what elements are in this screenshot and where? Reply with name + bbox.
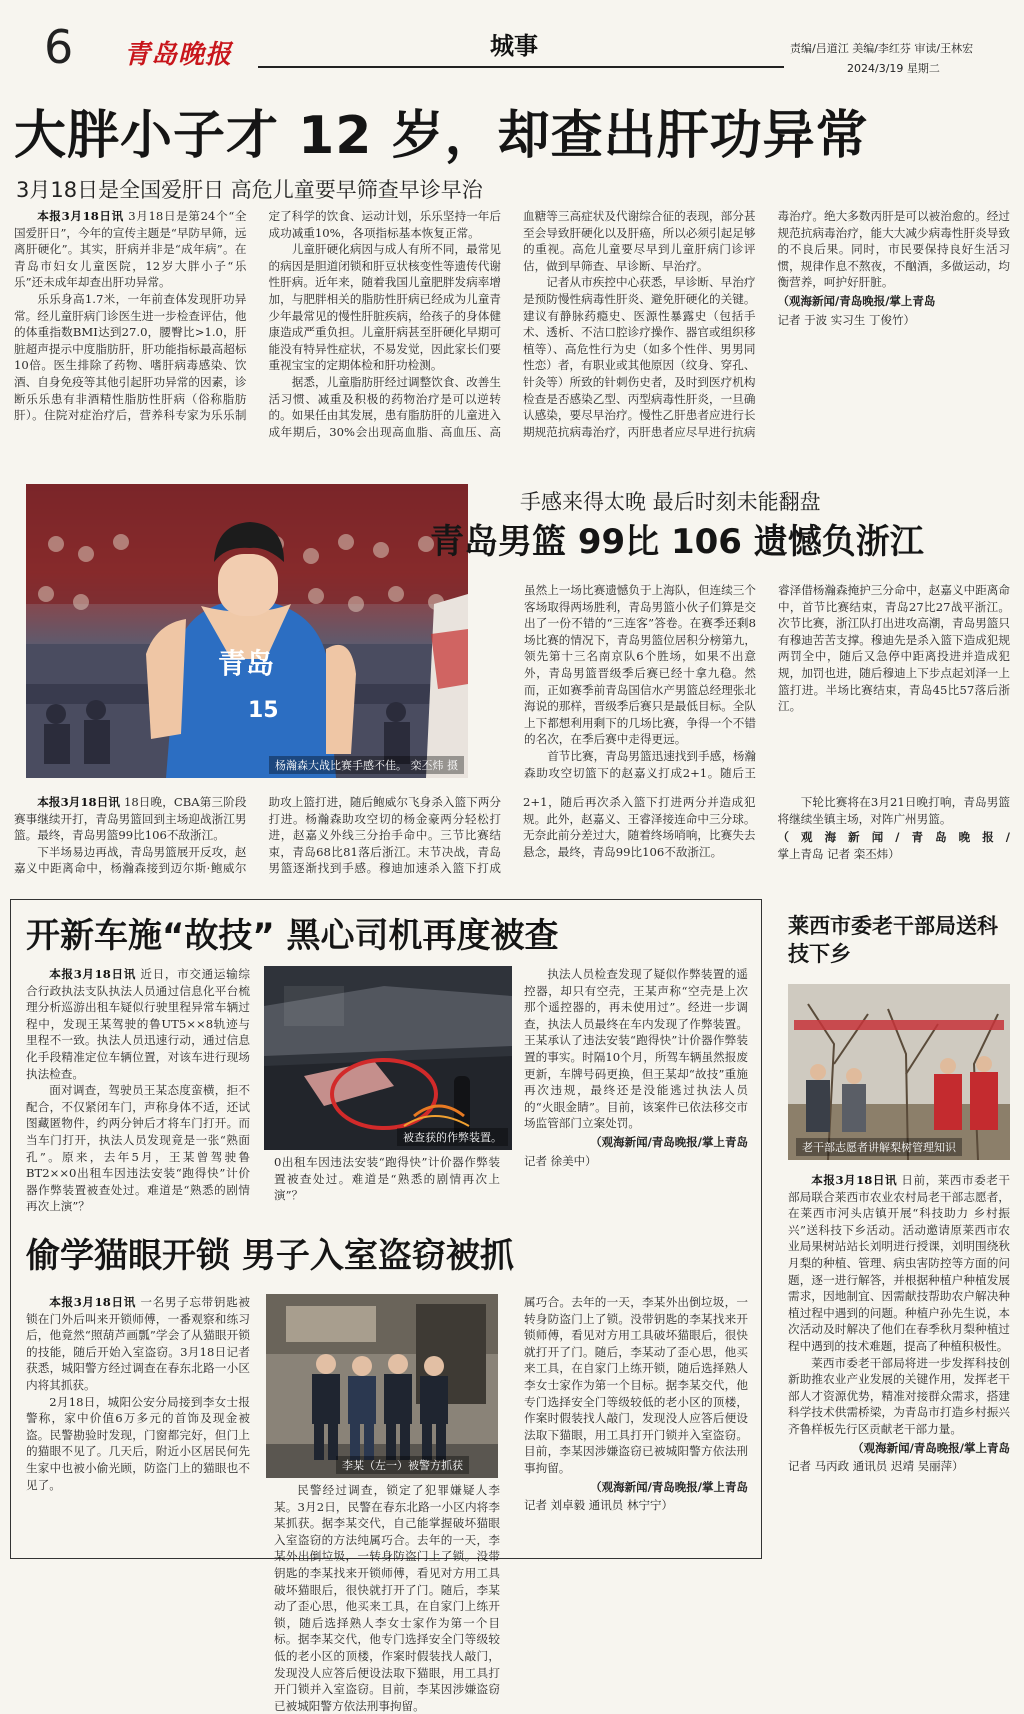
- story1-reporter: 记者 于波 实习生 丁俊竹）: [777, 312, 915, 327]
- story5-dateline: 本报3月18日讯: [811, 1173, 898, 1187]
- orchard-photo: [788, 984, 1010, 1160]
- paragraph: 下半场易边再战，青岛男篮展开反攻，赵嘉义中距离命中，杨瀚森接到迈尔斯·鲍威尔助攻上篮打进，随后鲍威尔飞身杀入篮下两分打进。杨瀚森助攻空切的杨金豪两分轻松打进，赵嘉义外线三分抬手命中。三节比赛结束，青岛68比81落后浙江。末节决战，青岛男篮逐渐找到手感。穆迪加速杀入篮下打成2+1，随后再次杀入篮下打进两分并造成犯规。此外，赵嘉义、王睿泽接连命中三分球。无奈此前分差过大，随着终场哨响，比赛失去悬念，最终，青岛99比106不敌浙江。: [14, 795, 756, 876]
- paragraph: 一名男子忘带钥匙被锁在门外后叫来开锁师傅，一番观察和练习后，他竟然“照葫芦画瓢”学会了从猫眼开锁的技能，随后开始入室盗窃。3月18日记者获悉，城阳警方经过调查在春东北路一小区内将其抓获。: [26, 1295, 251, 1392]
- paragraph: 记者从市疾控中心获悉，早诊断、早治疗是预防慢性病毒性肝炎、避免肝硬化的关键。建议有静脉药瘾史、医源性暴露史（包括手术、透析、不洁口腔诊疗操作、器官或组织移植等）、高危性行为史（如多个性伴、男男同性恋）者，有职业或其他原因（纹身、穿孔、针灸等）所致的针刺伤史者，及时到医疗机构检查是否感染乙型、丙型病毒性肝炎，一旦确认感染，要尽早治疗。慢性乙肝患者应进行长期规范抗病毒治疗，丙肝患者应尽早进行抗病毒治疗。绝大多数丙肝是可以被治愈的。经过规范抗病毒治疗，能大大减少病毒性肝炎导致的不良后果。同时，市民要保持良好生活习惯，规律作息不熬夜，不酗酒，多做运动，均衡营养，呵护好肝脏。: [523, 209, 1010, 439]
- car-device-photo: [264, 966, 512, 1150]
- police-arrest-photo-caption: 李某（左一）被警方抓获: [336, 1456, 469, 1474]
- paragraph: 18日晚，CBA第三阶段赛事继续开打，青岛男篮回到主场迎战浙江男篮。最终，青岛男篮99比106不敌浙江。: [14, 795, 247, 843]
- story2-reporter: 掌上青岛 记者 栾丕炜）: [777, 846, 900, 861]
- paper-logo: 青岛晚报: [124, 40, 233, 70]
- paragraph-continued: 属巧合。去年的一天，李某外出倒垃圾，一转身防盗门上了锁。没带钥匙的李某找来开锁师傅，看见对方用工具破坏猫眼后，很快就打开了门。随后，李某动了歪心思，他买来工具，在自家门上练开锁，随后选择熟人李女士家作为第一个目标。据李某交代，他专门选择安全门等级较低的老小区的顶楼，作案时假装找人敲门，发现没人应答后便设法取下猫眼，用工具打开门锁并入室盗窃。目前，李某因涉嫌盗窃已被城阳警方依法刑事拘留。: [524, 1295, 748, 1475]
- story4-body-left: [26, 1294, 250, 1544]
- story5-reporter: 记者 马丙政 通讯员 迟靖 吴丽萍）: [788, 1459, 964, 1474]
- story4-reporter: 记者 刘卓毅 通讯员 林宁宁）: [524, 1498, 673, 1513]
- story1-body: [14, 208, 1010, 456]
- story3-body-left: [26, 966, 251, 1214]
- car-device-photo-art: [264, 966, 512, 1150]
- paragraph: 近日，市交通运输综合行政执法支队执法人员通过信息化平台梳理分析巡游出租车疑似行驶里程异常车辆过程中，发现王某驾驶的鲁UT5××8轨迹与里程不一致。执法人员迅速行动，通过信息化手段精准定位车辆位置，对该车进行现场执法检查。: [26, 967, 251, 1081]
- car-device-photo-caption: 被查获的作弊装置。: [397, 1128, 508, 1146]
- story4-body-right: [524, 1294, 748, 1546]
- jersey-number: 15: [248, 698, 279, 723]
- story4-headline: 偷学猫眼开锁 男子入室盗窃被抓: [26, 1236, 514, 1276]
- story2-dateline: 本报3月18日讯: [37, 795, 121, 809]
- paragraph-continued: 0出租车因违法安装“跑得快”计价器作弊装置被查处过。难道是“熟悉的剧情再次上演”？: [274, 1155, 500, 1203]
- paragraph: 下轮比赛将在3月21日晚打响，青岛男篮将继续坐镇主场，对阵广州男篮。: [777, 795, 1010, 826]
- basketball-photo-caption: 杨瀚森大战比赛手感不佳。 栾丕炜 摄: [269, 756, 464, 774]
- story5-body: [788, 1172, 1010, 1568]
- story2-body-upper: [524, 582, 1010, 782]
- orchard-photo-art: [788, 984, 1010, 1160]
- paragraph: 莱西市委老干部局将进一步发挥科技创新助推农业产业发展的关键作用，发挥老干部人才资源优势，精准对接群众需求，搭建科学技术供需桥梁，为青岛市打造乡村振兴齐鲁样板先行区贡献老干部力量。: [788, 1355, 1010, 1436]
- story3-body-mid: [274, 1154, 500, 1210]
- paragraph: 面对调查，驾驶员王某态度蛮横，拒不配合，不仅紧闭车门，声称身体不适，还试图藏匿物件，约两分钟后才将车门打开。而当车门打开，执法人员发现竟是一张“熟面孔”。原来，去年5月，王某曾驾驶鲁BT2××0出租车因违法安装“跑得快”计价器作弊装置被查处过。难道是“熟悉的剧情再次上演”？: [26, 1083, 250, 1214]
- section-title: 城事: [490, 32, 538, 60]
- paragraph: 民警经过调查，锁定了犯罪嫌疑人李某。3月2日，民警在春东北路一小区内将李某抓获。据李某交代，自己能掌握破坏猫眼入室盗窃的方法纯属巧合。去年的一天，李某外出倒垃圾，一转身防盗门上了锁。没带钥匙的李某找来开锁师傅，看见对方用工具破坏猫眼后，很快就打开了门。随后，李某动了歪心思，他买来工具，在自家门上练开锁，随后选择熟人李女士家作为第一个目标。据李某交代，他专门选择安全门等级较低的老小区的顶楼，作案时假装找人敲门，发现没人应答后便设法取下猫眼，用工具打开门锁并入室盗窃。目前，李某因涉嫌盗窃已被城阳警方依法刑事拘留。: [274, 1483, 500, 1713]
- story2-credit: （观海新闻/青岛晚报/: [777, 830, 1010, 845]
- paragraph: 据悉，儿童脂肪肝经过调整饮食、改善生活习惯、减重及积极的药物治疗是可以逆转的。如果任由其发展，患有脂肪肝的儿童进入成年期后，30%会出现高血脂、高血压、高血糖等三高症状及代谢综合征的表现，部分甚至会导致肝硬化以及肝癌，所以必须引起足够的重视。高危儿童要尽早到儿童肝病门诊评估，做到早筛查、早诊断、早治疗。: [268, 209, 756, 439]
- police-arrest-photo-art: [266, 1294, 498, 1478]
- story4-dateline: 本报3月18日讯: [49, 1295, 136, 1309]
- story3-body-right: [524, 966, 748, 1210]
- story2-body-lower: [14, 794, 1010, 884]
- story2-headline: 青岛男篮 99比 106 遗憾负浙江: [430, 522, 924, 562]
- issue-date: 2024/3/19 星期二: [847, 62, 940, 75]
- paragraph: 虽然上一场比赛遗憾负于上海队，但连续三个客场取得两场胜利，青岛男篮小伙子们算是交出了一份不错的“三连客”答卷。在赛季还剩8场比赛的情况下，青岛男篮位居积分榜第九，领先第十三名南京队6个胜场，如果不出意外，青岛男篮晋级季后赛已经十拿九稳。然而，正如赛季前青岛国信水产男篮总经理张北海说的那样，晋级季后赛只是最低目标。全队上下都想利用剩下的几场比赛，争得一个不错的名次，在季后赛中走得更远。: [524, 583, 756, 747]
- story5-headline: 莱西市委老干部局送科技下乡: [788, 914, 998, 966]
- story3-reporter: 记者 徐美中）: [524, 1153, 597, 1168]
- orchard-photo-caption: 老干部志愿者讲解梨树管理知识: [796, 1138, 962, 1156]
- story1-subhead: 3月18日是全国爱肝日 高危儿童要早筛查早诊早治: [16, 178, 483, 202]
- masthead: [0, 0, 1024, 78]
- story1-credit: （观海新闻/青岛晚报/掌上青岛: [777, 293, 936, 308]
- story3-credit: （观海新闻/青岛晚报/掌上青岛: [590, 1134, 748, 1149]
- paragraph: 儿童肝硬化病因与成人有所不同，最常见的病因是胆道闭锁和肝豆状核变性等遗传代谢性肝病。近年来，随着我国儿童肥胖发病率增加，与肥胖相关的脂肪性肝病已经成为儿童青少年最常见的慢性肝脏疾病，给孩子的身体健康造成严重负担。儿童肝病甚至肝硬化早期可能没有特异性症状，不易发觉，因此家长们要重视宝宝的定期体检和肝功检测。: [268, 242, 501, 373]
- paragraph: 执法人员检查发现了疑似作弊装置的遥控器，却只有空壳，王某声称“空壳是上次那个遥控器的，再未使用过”。经进一步调查，执法人员最终在车内发现了作弊装置。王某承认了违法安装“跑得快”计价器作弊装置的事实。时隔10个月，所驾车辆虽然报废更新，车牌号码更换，但王某却“故技”重施再次违规，最终还是没能逃过执法人员的“火眼金睛”。目前，该案件已依法移交市场监管部门立案处罚。: [524, 967, 748, 1131]
- paragraph: 日前，莱西市委老干部局联合莱西市农业农村局老干部志愿者，在莱西市河头店镇开展“科技助力 乡村振兴”送科技下乡活动。活动邀请原莱西市农业局果树站站长刘明进行授课，刘明围绕秋月梨的种植、管理、病虫害防控等方面的问题，逐一进行解答，并根据种植户种植发展需求，因地制宜、因需献技帮助农户解决种植过程中遇到的问题。种植户孙先生说，本次活动及时解决了他们在春季秋月梨种植过程中遇到的技术难题，提高了种植积极性。: [788, 1173, 1011, 1353]
- paragraph: 3月18日是第24个“全国爱肝日”，今年的宣传主题是“早防早筛，远离肝硬化”。其实，肝病并非是“成年病”。在青岛市妇女儿童医院，12岁大胖小子“乐乐”还未成年却查出肝功异常。: [14, 209, 247, 290]
- page-number: 6: [44, 20, 74, 74]
- story3-headline: 开新车施“故技” 黑心司机再度被查: [26, 916, 559, 956]
- paragraph: 首节比赛，青岛男篮迅速找到手感，杨瀚森助攻空切篮下的赵嘉义打成2+1。随后王睿泽借杨瀚森掩护三分命中，赵嘉义中距离命中，首节比赛结束，青岛27比27战平浙江。次节比赛，浙江队打出进攻高潮，青岛男篮只有穆迪苦苦支撑。穆迪先是杀入篮下造成犯规两罚全中，随后又急停中距离投进并造成犯规，加罚也进，随后穆迪上下步点起刘泽一上篮打进。半场比赛结束，青岛45比57落后浙江。: [524, 583, 1010, 780]
- editor-credits: 责编/吕道江 美编/李红芬 审读/王林宏: [790, 42, 974, 55]
- basketball-photo-art: [26, 484, 468, 778]
- jersey-team-text: 青岛: [218, 647, 275, 680]
- story1-headline: 大胖小子才 12 岁，却查出肝功异常: [14, 106, 869, 166]
- story1-dateline: 本报3月18日讯: [37, 209, 124, 223]
- paragraph: 2月18日，城阳公安分局接到李女士报警称，家中价值6万多元的首饰及现金被盗。民警勘验时发现，门窗都完好，但门上的猫眼不见了。几天后，附近小区居民何先生家中也被小偷光顾，防盗门上的猫眼也不见了。: [26, 1394, 250, 1492]
- masthead-rule: [258, 66, 784, 68]
- story4-body-mid: [274, 1482, 500, 1713]
- story3-dateline: 本报3月18日讯: [49, 967, 136, 981]
- story2-kicker: 手感来得太晚 最后时刻未能翻盘: [520, 490, 821, 514]
- basketball-photo: [26, 484, 468, 778]
- story4-credit: （观海新闻/青岛晚报/掌上青岛: [590, 1479, 748, 1494]
- police-arrest-photo: [266, 1294, 498, 1478]
- story5-credit: （观海新闻/青岛晚报/掌上青岛: [852, 1440, 1010, 1455]
- paragraph: 乐乐身高1.7米，一年前查体发现肝功异常。经儿童肝病门诊医生进一步检查评估，他的体重指数BMI达到27.0，腰臀比>1.0，肝脏超声提示中度脂肪肝，肝功能指标最高超标10倍。医生排除了药物、嗜肝病毒感染、饮酒、自身免疫等其他引起肝功异常的因素，诊断乐乐患有非酒精性脂肪性肝病（俗称脂肪肝）。住院对症治疗后，营养科专家为乐乐制定了科学的饮食、运动计划，乐乐坚持一年后成功减重10%，各项指标基本恢复正常。: [14, 209, 501, 423]
